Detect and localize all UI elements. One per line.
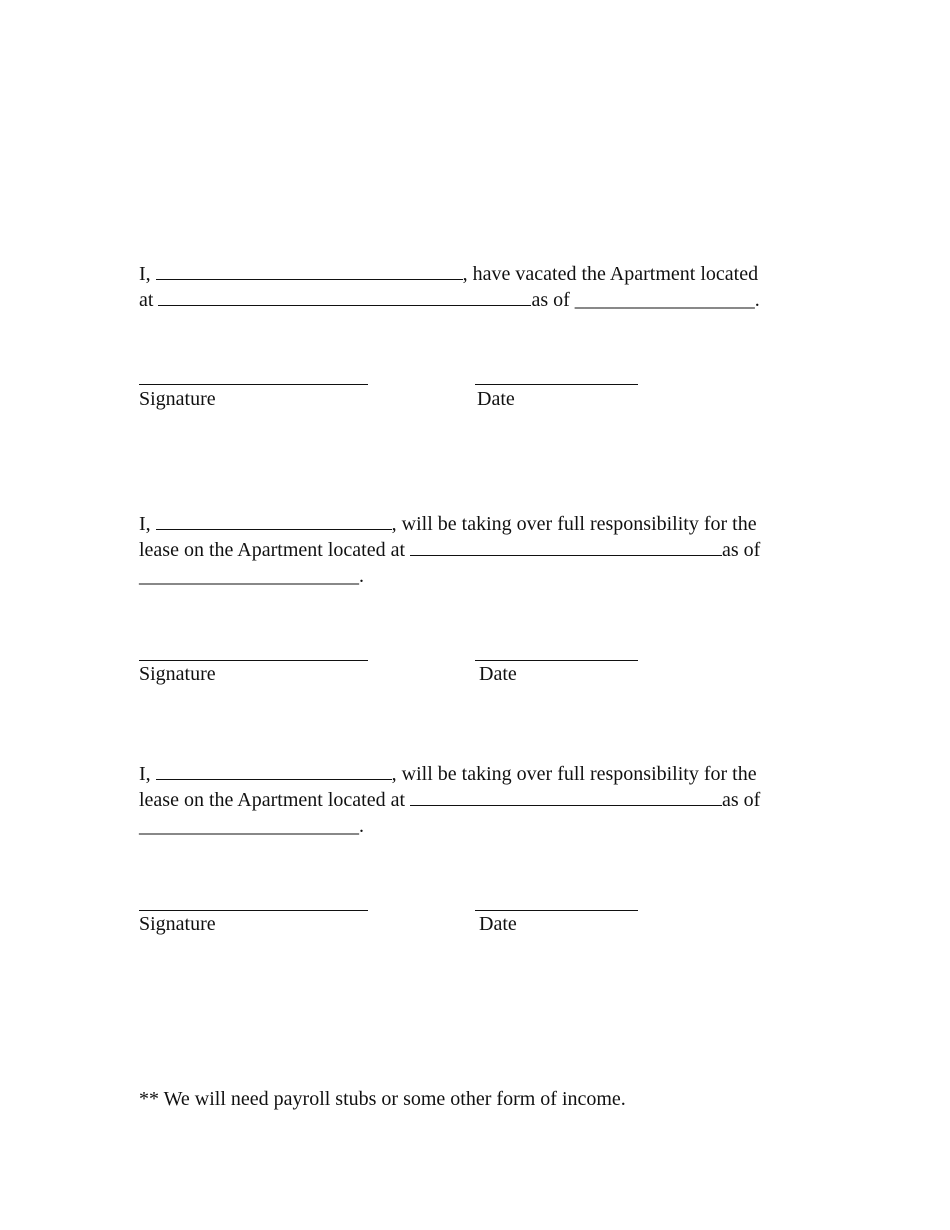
address-blank-2[interactable] — [410, 537, 722, 556]
date-label-1: Date — [477, 388, 515, 410]
section3-line1-suffix: , will be taking over full responsibility for the — [391, 763, 757, 785]
section1-line2 — [139, 287, 760, 313]
address-blank-1[interactable] — [158, 287, 531, 306]
date-line-1[interactable] — [475, 384, 638, 385]
section2-line2-suffix: as of — [722, 539, 761, 561]
signature-label-3: Signature — [139, 913, 216, 935]
section2-line2 — [139, 537, 760, 563]
section1-line1-suffix: , have vacated the Apartment located — [462, 263, 759, 285]
section3-line1-prefix: I, — [139, 763, 151, 785]
name-blank-1[interactable] — [156, 261, 463, 280]
date-label-3: Date — [479, 913, 517, 935]
signature-label-1: Signature — [139, 388, 216, 410]
section3-line2-suffix: as of — [722, 789, 761, 811]
section3-line3 — [139, 813, 364, 839]
date-label-2: Date — [479, 663, 517, 685]
name-blank-2[interactable] — [156, 511, 392, 530]
section2-line3 — [139, 563, 364, 589]
signature-label-2: Signature — [139, 663, 216, 685]
section1-line2-prefix: at — [139, 289, 154, 311]
section2-line1 — [139, 511, 757, 537]
section1-line1 — [139, 261, 758, 287]
date-blank-2[interactable]: ______________________. — [139, 565, 364, 587]
section2-line1-prefix: I, — [139, 513, 151, 535]
address-blank-3[interactable] — [410, 787, 722, 806]
section3-line2-prefix: lease on the Apartment located at — [139, 789, 406, 811]
section2-line1-suffix: , will be taking over full responsibility for the — [391, 513, 757, 535]
section2-line2-prefix: lease on the Apartment located at — [139, 539, 406, 561]
signature-line-1[interactable] — [139, 384, 368, 385]
date-blank-3[interactable]: ______________________. — [139, 815, 364, 837]
date-blank-1[interactable]: __________________. — [574, 289, 760, 311]
section1-line2-mid: as of — [531, 289, 570, 311]
section1-line1-prefix: I, — [139, 263, 151, 285]
footer-note: ** We will need payroll stubs or some other form of income. — [139, 1088, 626, 1110]
section3-line1 — [139, 761, 757, 787]
name-blank-3[interactable] — [156, 761, 392, 780]
section3-line2 — [139, 787, 760, 813]
